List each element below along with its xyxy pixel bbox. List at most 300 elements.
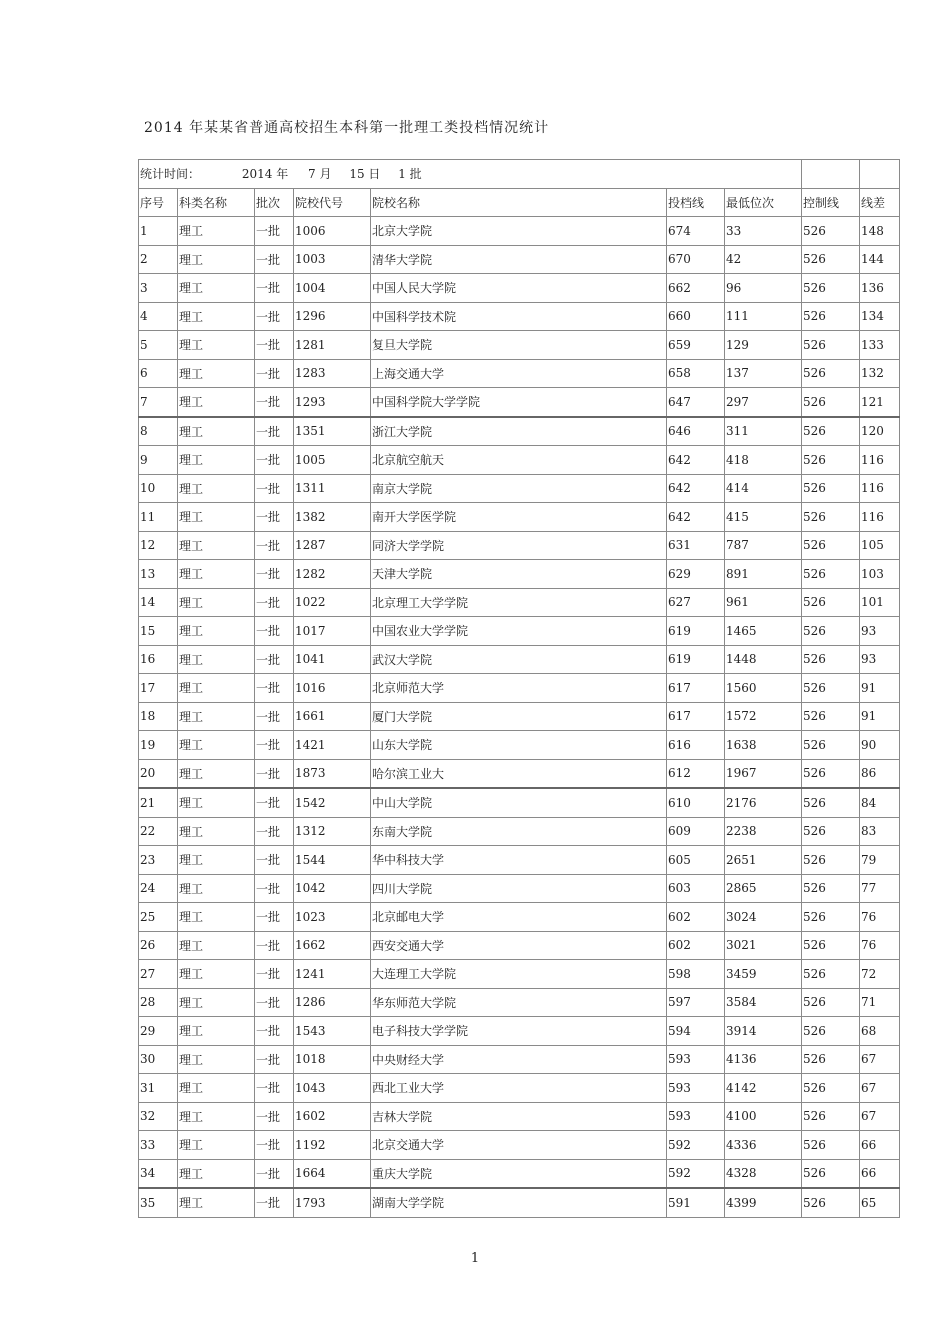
column-header: 控制线 (802, 188, 860, 217)
table-cell: 理工 (178, 531, 255, 560)
table-cell: 1042 (294, 874, 371, 903)
column-header: 批次 (255, 188, 294, 217)
table-cell: 理工 (178, 1045, 255, 1074)
table-cell: 22 (139, 817, 178, 846)
meta-day: 15 日 (349, 167, 381, 182)
table-cell: 526 (802, 960, 860, 989)
table-cell: 一批 (255, 388, 294, 417)
table-row (139, 274, 900, 303)
table-cell: 34 (139, 1159, 178, 1188)
table-cell: 617 (667, 674, 725, 703)
table-cell: 116 (860, 446, 900, 475)
table-cell: 西安交通大学 (371, 931, 667, 960)
table-cell: 1287 (294, 531, 371, 560)
table-cell: 2238 (725, 817, 802, 846)
table-cell: 理工 (178, 846, 255, 875)
table-cell: 理工 (178, 1102, 255, 1131)
table-row (139, 960, 900, 989)
table-meta-empty (860, 160, 900, 189)
table-cell: 理工 (178, 446, 255, 475)
table-cell: 一批 (255, 1102, 294, 1131)
table-cell: 1281 (294, 331, 371, 360)
table-cell: 南开大学医学院 (371, 503, 667, 532)
table-cell: 10 (139, 474, 178, 503)
column-header: 投档线 (667, 188, 725, 217)
table-cell: 一批 (255, 960, 294, 989)
table-cell: 77 (860, 874, 900, 903)
table-cell: 一批 (255, 245, 294, 274)
table-cell: 526 (802, 645, 860, 674)
table-cell: 35 (139, 1188, 178, 1217)
table-cell: 68 (860, 1017, 900, 1046)
table-cell: 厦门大学院 (371, 702, 667, 731)
table-row (139, 874, 900, 903)
table-cell: 一批 (255, 931, 294, 960)
table-row (139, 531, 900, 560)
table-cell: 526 (802, 731, 860, 760)
table-cell: 29 (139, 1017, 178, 1046)
table-cell: 1 (139, 217, 178, 246)
table-cell: 629 (667, 560, 725, 589)
table-cell: 660 (667, 302, 725, 331)
table-cell: 526 (802, 417, 860, 446)
table-cell: 642 (667, 474, 725, 503)
table-cell: 674 (667, 217, 725, 246)
table-cell: 619 (667, 617, 725, 646)
table-cell: 一批 (255, 617, 294, 646)
table-cell: 一批 (255, 588, 294, 617)
table-row (139, 817, 900, 846)
table-cell: 658 (667, 359, 725, 388)
table-cell: 526 (802, 1074, 860, 1103)
table-cell: 137 (725, 359, 802, 388)
table-cell: 1465 (725, 617, 802, 646)
table-cell: 理工 (178, 274, 255, 303)
table-cell: 526 (802, 302, 860, 331)
table-cell: 5 (139, 331, 178, 360)
table-cell: 1542 (294, 788, 371, 817)
table-cell: 4100 (725, 1102, 802, 1131)
table-row (139, 1159, 900, 1188)
table-cell: 一批 (255, 560, 294, 589)
table-cell: 593 (667, 1102, 725, 1131)
table-cell: 1022 (294, 588, 371, 617)
table-cell: 中央财经大学 (371, 1045, 667, 1074)
table-cell: 594 (667, 1017, 725, 1046)
table-cell: 理工 (178, 588, 255, 617)
page-number: 1 (470, 1251, 480, 1266)
table-cell: 631 (667, 531, 725, 560)
table-cell: 67 (860, 1102, 900, 1131)
table-cell: 1967 (725, 759, 802, 788)
table-cell: 67 (860, 1045, 900, 1074)
table-cell: 42 (725, 245, 802, 274)
table-cell: 一批 (255, 645, 294, 674)
table-cell: 105 (860, 531, 900, 560)
table-cell: 1293 (294, 388, 371, 417)
table-cell: 32 (139, 1102, 178, 1131)
table-cell: 理工 (178, 702, 255, 731)
table-cell: 1017 (294, 617, 371, 646)
table-cell: 4 (139, 302, 178, 331)
table-cell: 642 (667, 503, 725, 532)
table-cell: 616 (667, 731, 725, 760)
table-row (139, 674, 900, 703)
table-cell: 21 (139, 788, 178, 817)
table-cell: 642 (667, 446, 725, 475)
table-cell: 一批 (255, 702, 294, 731)
table-cell: 11 (139, 503, 178, 532)
table-cell: 1004 (294, 274, 371, 303)
table-cell: 33 (139, 1131, 178, 1160)
table-cell: 76 (860, 903, 900, 932)
table-cell: 一批 (255, 359, 294, 388)
table-cell: 617 (667, 702, 725, 731)
table-cell: 3021 (725, 931, 802, 960)
table-cell: 311 (725, 417, 802, 446)
table-row (139, 302, 900, 331)
table-cell: 1572 (725, 702, 802, 731)
table-cell: 上海交通大学 (371, 359, 667, 388)
table-cell: 18 (139, 702, 178, 731)
table-cell: 电子科技大学学院 (371, 1017, 667, 1046)
table-cell: 理工 (178, 217, 255, 246)
table-cell: 4328 (725, 1159, 802, 1188)
table-cell: 理工 (178, 1188, 255, 1217)
column-header: 院校名称 (371, 188, 667, 217)
table-header-row (139, 188, 900, 217)
table-row (139, 1074, 900, 1103)
table-cell: 526 (802, 474, 860, 503)
table-cell: 山东大学院 (371, 731, 667, 760)
table-cell: 526 (802, 560, 860, 589)
table-cell: 103 (860, 560, 900, 589)
table-cell: 1003 (294, 245, 371, 274)
table-cell: 133 (860, 331, 900, 360)
table-cell: 526 (802, 1102, 860, 1131)
table-row (139, 417, 900, 446)
table-cell: 1241 (294, 960, 371, 989)
table-cell: 2 (139, 245, 178, 274)
table-cell: 北京理工大学学院 (371, 588, 667, 617)
table-meta-row (139, 160, 900, 189)
table-cell: 66 (860, 1159, 900, 1188)
table-cell: 4336 (725, 1131, 802, 1160)
table-row (139, 788, 900, 817)
table-cell: 91 (860, 702, 900, 731)
table-cell: 理工 (178, 1017, 255, 1046)
table-cell: 526 (802, 788, 860, 817)
table-cell: 526 (802, 702, 860, 731)
table-cell: 一批 (255, 217, 294, 246)
table-cell: 7 (139, 388, 178, 417)
table-cell: 中国科学技术院 (371, 302, 667, 331)
table-cell: 1312 (294, 817, 371, 846)
table-cell: 593 (667, 1045, 725, 1074)
table-cell: 91 (860, 674, 900, 703)
table-cell: 598 (667, 960, 725, 989)
table-cell: 北京大学院 (371, 217, 667, 246)
table-cell: 526 (802, 217, 860, 246)
table-cell: 理工 (178, 388, 255, 417)
table-cell: 526 (802, 674, 860, 703)
table-cell: 理工 (178, 731, 255, 760)
table-cell: 526 (802, 903, 860, 932)
table-cell: 理工 (178, 474, 255, 503)
table-cell: 理工 (178, 359, 255, 388)
table-cell: 28 (139, 988, 178, 1017)
table-cell: 理工 (178, 331, 255, 360)
table-cell: 8 (139, 417, 178, 446)
table-cell: 一批 (255, 817, 294, 846)
table-cell: 理工 (178, 503, 255, 532)
table-cell: 1351 (294, 417, 371, 446)
table-cell: 1602 (294, 1102, 371, 1131)
table-cell: 111 (725, 302, 802, 331)
table-cell: 重庆大学院 (371, 1159, 667, 1188)
table-cell: 134 (860, 302, 900, 331)
table-cell: 复旦大学院 (371, 331, 667, 360)
table-row (139, 731, 900, 760)
table-cell: 一批 (255, 1017, 294, 1046)
table-cell: 南京大学院 (371, 474, 667, 503)
table-meta-cell (139, 160, 802, 189)
table-cell: 北京航空航天 (371, 446, 667, 475)
table-cell: 647 (667, 388, 725, 417)
table-cell: 662 (667, 274, 725, 303)
table-cell: 哈尔滨工业大 (371, 759, 667, 788)
table-cell: 603 (667, 874, 725, 903)
table-cell: 一批 (255, 759, 294, 788)
table-cell: 144 (860, 245, 900, 274)
table-row (139, 1045, 900, 1074)
table-cell: 中山大学院 (371, 788, 667, 817)
table-cell: 24 (139, 874, 178, 903)
column-header: 最低位次 (725, 188, 802, 217)
table-cell: 中国科学院大学学院 (371, 388, 667, 417)
table-cell: 四川大学院 (371, 874, 667, 903)
table-cell: 理工 (178, 874, 255, 903)
table-cell: 591 (667, 1188, 725, 1217)
table-cell: 1192 (294, 1131, 371, 1160)
table-row (139, 903, 900, 932)
table-cell: 1543 (294, 1017, 371, 1046)
table-cell: 787 (725, 531, 802, 560)
table-cell: 526 (802, 759, 860, 788)
table-cell: 浙江大学院 (371, 417, 667, 446)
table-cell: 理工 (178, 560, 255, 589)
table-cell: 121 (860, 388, 900, 417)
table-cell: 526 (802, 817, 860, 846)
table-cell: 9 (139, 446, 178, 475)
table-cell: 同济大学学院 (371, 531, 667, 560)
table-cell: 理工 (178, 1074, 255, 1103)
table-cell: 湖南大学学院 (371, 1188, 667, 1217)
table-cell: 3459 (725, 960, 802, 989)
table-row (139, 645, 900, 674)
table-cell: 526 (802, 274, 860, 303)
table-cell: 1421 (294, 731, 371, 760)
table-cell: 一批 (255, 731, 294, 760)
table-cell: 17 (139, 674, 178, 703)
document-title: 2014 年某某省普通高校招生本科第一批理工类投档情况统计 (144, 120, 550, 136)
table-cell: 一批 (255, 531, 294, 560)
table-cell: 83 (860, 817, 900, 846)
table-cell: 理工 (178, 988, 255, 1017)
table-row (139, 931, 900, 960)
table-cell: 3584 (725, 988, 802, 1017)
table-cell: 一批 (255, 788, 294, 817)
table-cell: 602 (667, 903, 725, 932)
table-cell: 526 (802, 1045, 860, 1074)
table-cell: 华中科技大学 (371, 846, 667, 875)
table-cell: 20 (139, 759, 178, 788)
table-cell: 1873 (294, 759, 371, 788)
table-cell: 北京师范大学 (371, 674, 667, 703)
table-cell: 526 (802, 874, 860, 903)
table-cell: 一批 (255, 503, 294, 532)
table-cell: 136 (860, 274, 900, 303)
table-cell: 526 (802, 846, 860, 875)
table-row (139, 1102, 900, 1131)
table-cell: 79 (860, 846, 900, 875)
table-cell: 670 (667, 245, 725, 274)
table-cell: 90 (860, 731, 900, 760)
table-cell: 71 (860, 988, 900, 1017)
table-cell: 理工 (178, 302, 255, 331)
table-cell: 理工 (178, 931, 255, 960)
table-cell: 西北工业大学 (371, 1074, 667, 1103)
table-row (139, 245, 900, 274)
table-cell: 418 (725, 446, 802, 475)
table-cell: 129 (725, 331, 802, 360)
table-cell: 116 (860, 474, 900, 503)
table-cell: 1282 (294, 560, 371, 589)
table-cell: 一批 (255, 1159, 294, 1188)
table-row (139, 388, 900, 417)
table-cell: 120 (860, 417, 900, 446)
table-cell: 理工 (178, 817, 255, 846)
table-cell: 23 (139, 846, 178, 875)
table-cell: 66 (860, 1131, 900, 1160)
table-cell: 891 (725, 560, 802, 589)
table-row (139, 446, 900, 475)
table-cell: 16 (139, 645, 178, 674)
table-row (139, 1188, 900, 1217)
table-cell: 中国农业大学学院 (371, 617, 667, 646)
table-cell: 1018 (294, 1045, 371, 1074)
table-cell: 19 (139, 731, 178, 760)
table-cell: 1286 (294, 988, 371, 1017)
table-cell: 15 (139, 617, 178, 646)
column-header: 院校代号 (294, 188, 371, 217)
table-cell: 1296 (294, 302, 371, 331)
table-cell: 961 (725, 588, 802, 617)
table-cell: 武汉大学院 (371, 645, 667, 674)
table-cell: 1661 (294, 702, 371, 731)
table-row (139, 331, 900, 360)
table-row (139, 846, 900, 875)
table-cell: 一批 (255, 274, 294, 303)
table-cell: 30 (139, 1045, 178, 1074)
table-cell: 659 (667, 331, 725, 360)
table-cell: 一批 (255, 988, 294, 1017)
table-cell: 理工 (178, 245, 255, 274)
table-cell: 清华大学院 (371, 245, 667, 274)
table-cell: 526 (802, 1188, 860, 1217)
table-row (139, 474, 900, 503)
table-cell: 526 (802, 988, 860, 1017)
table-row (139, 1131, 900, 1160)
table-cell: 理工 (178, 1131, 255, 1160)
table-cell: 理工 (178, 645, 255, 674)
table-cell: 592 (667, 1131, 725, 1160)
table-cell: 一批 (255, 1188, 294, 1217)
table-cell: 理工 (178, 788, 255, 817)
table-cell: 1382 (294, 503, 371, 532)
table-cell: 13 (139, 560, 178, 589)
table-cell: 93 (860, 617, 900, 646)
table-cell: 3024 (725, 903, 802, 932)
table-cell: 526 (802, 388, 860, 417)
table-cell: 526 (802, 531, 860, 560)
table-cell: 116 (860, 503, 900, 532)
table-cell: 1638 (725, 731, 802, 760)
table-cell: 25 (139, 903, 178, 932)
table-cell: 65 (860, 1188, 900, 1217)
table-cell: 605 (667, 846, 725, 875)
table-cell: 1006 (294, 217, 371, 246)
table-cell: 12 (139, 531, 178, 560)
table-row (139, 759, 900, 788)
table-cell: 天津大学院 (371, 560, 667, 589)
table-cell: 14 (139, 588, 178, 617)
table-cell: 1311 (294, 474, 371, 503)
table-cell: 4136 (725, 1045, 802, 1074)
table-cell: 1448 (725, 645, 802, 674)
table-cell: 一批 (255, 474, 294, 503)
table-cell: 理工 (178, 674, 255, 703)
table-cell: 526 (802, 245, 860, 274)
table-cell: 526 (802, 331, 860, 360)
table-cell: 86 (860, 759, 900, 788)
table-cell: 526 (802, 1017, 860, 1046)
table-cell: 414 (725, 474, 802, 503)
table-cell: 26 (139, 931, 178, 960)
table-cell: 602 (667, 931, 725, 960)
column-header: 线差 (860, 188, 900, 217)
table-cell: 1005 (294, 446, 371, 475)
table-cell: 646 (667, 417, 725, 446)
table-cell: 一批 (255, 446, 294, 475)
table-cell: 93 (860, 645, 900, 674)
table-cell: 2176 (725, 788, 802, 817)
table-cell: 一批 (255, 1131, 294, 1160)
table-cell: 1043 (294, 1074, 371, 1103)
table-row (139, 617, 900, 646)
column-header: 序号 (139, 188, 178, 217)
table-cell: 一批 (255, 417, 294, 446)
admission-table (138, 159, 900, 1218)
table-cell: 1664 (294, 1159, 371, 1188)
table-cell: 33 (725, 217, 802, 246)
table-cell: 一批 (255, 302, 294, 331)
table-cell: 理工 (178, 903, 255, 932)
table-cell: 一批 (255, 674, 294, 703)
table-row (139, 503, 900, 532)
table-cell: 大连理工大学院 (371, 960, 667, 989)
table-cell: 96 (725, 274, 802, 303)
